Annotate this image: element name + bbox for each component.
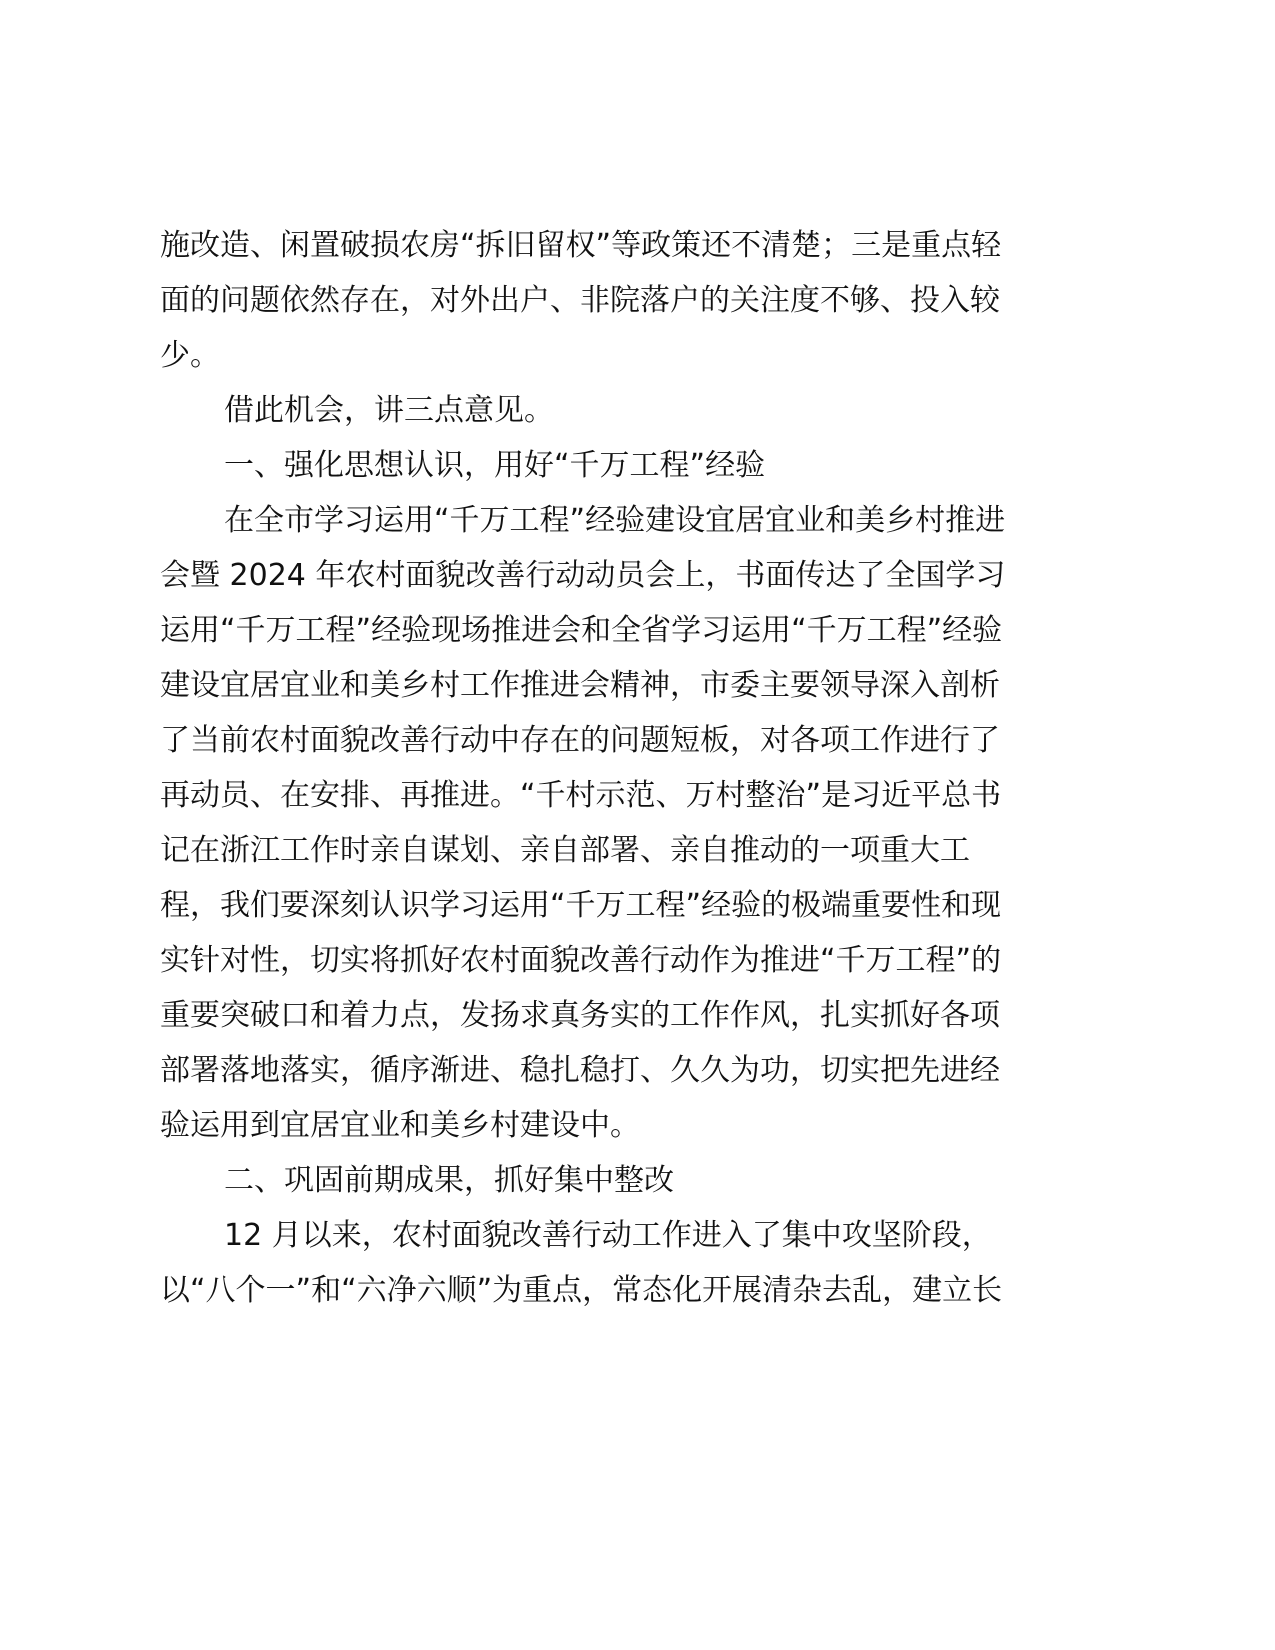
text-line: 面的问题依然存在，对外出户、非院落户的关注度不够、投入较: [160, 283, 1000, 318]
text-line: 实针对性，切实将抓好农村面貌改善行动作为推进“千万工程”的: [160, 943, 1002, 978]
text-line: 记在浙江工作时亲自谋划、亲自部署、亲自推动的一项重大工: [160, 833, 970, 868]
text-line: 再动员、在安排、再推进。“千村示范、万村整治”是习近平总书: [160, 778, 1002, 813]
paragraph-first-line: 借此机会，讲三点意见。: [224, 393, 554, 428]
text-line: 施改造、闲置破损农房“拆旧留权”等政策还不清楚；三是重点轻: [160, 228, 1002, 263]
paragraph-first-line: 12 月以来，农村面貌改善行动工作进入了集中攻坚阶段，: [224, 1218, 992, 1253]
text-line: 运用“千万工程”经验现场推进会和全省学习运用“千万工程”经验: [160, 613, 1003, 648]
text-line: 建设宜居宜业和美乡村工作推进会精神，市委主要领导深入剖析: [160, 668, 1000, 703]
section-heading-1: 一、强化思想认识，用好“千万工程”经验: [224, 448, 766, 483]
document-body: [160, 218, 1060, 1318]
text-line: 部署落地落实，循序渐进、稳扎稳打、久久为功，切实把先进经: [160, 1053, 1000, 1088]
text-line: 程，我们要深刻认识学习运用“千万工程”经验的极端重要性和现: [160, 888, 1002, 923]
text-line: 会暨 2024 年农村面貌改善行动动员会上，书面传达了全国学习: [160, 558, 1006, 593]
text-line: 验运用到宜居宜业和美乡村建设中。: [160, 1108, 640, 1143]
section-heading-2: 二、巩固前期成果，抓好集中整改: [224, 1163, 674, 1198]
text-line: 少。: [160, 338, 220, 373]
text-line: 以“八个一”和“六净六顺”为重点，常态化开展清杂去乱，建立长: [160, 1273, 1003, 1308]
paragraph-first-line: 在全市学习运用“千万工程”经验建设宜居宜业和美乡村推进: [224, 503, 1006, 538]
text-line: 了当前农村面貌改善行动中存在的问题短板，对各项工作进行了: [160, 723, 1000, 758]
text-line: 重要突破口和着力点，发扬求真务实的工作作风，扎实抓好各项: [160, 998, 1000, 1033]
